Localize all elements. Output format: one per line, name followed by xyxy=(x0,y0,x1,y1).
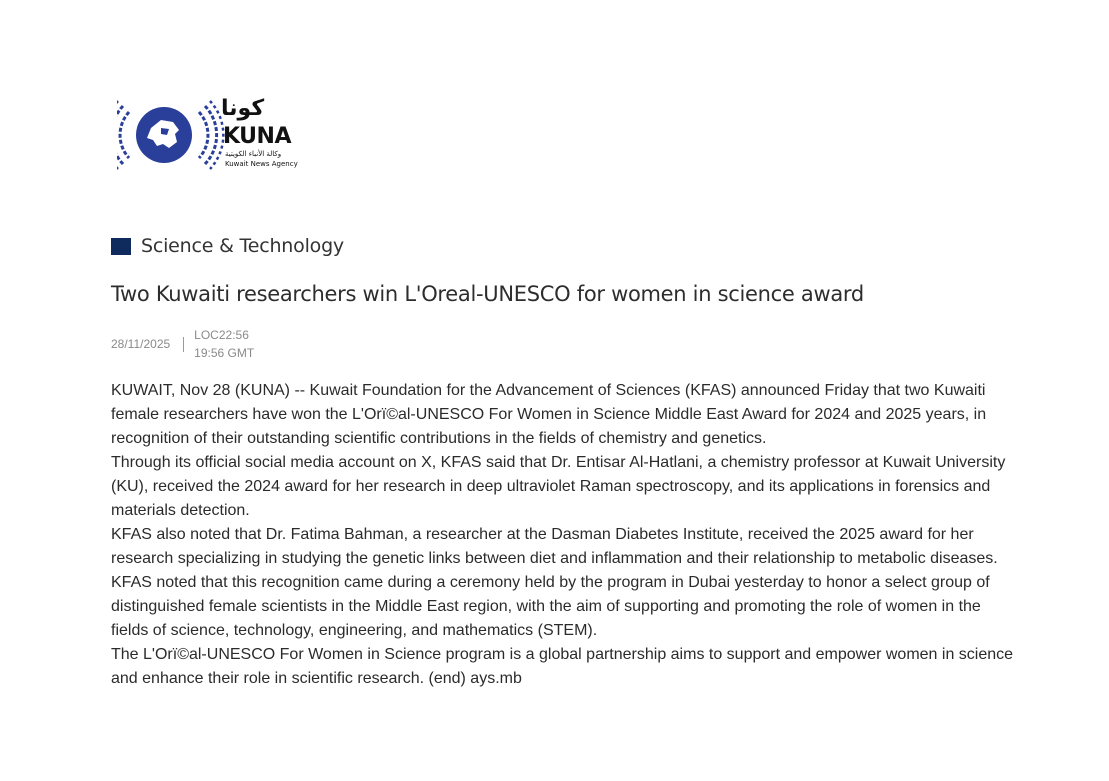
kuna-logo[interactable] xyxy=(117,98,307,172)
article-times xyxy=(194,326,254,362)
section-label[interactable]: Science & Technology xyxy=(141,235,344,257)
article-paragraph: KUWAIT, Nov 28 (KUNA) -- Kuwait Foundation for the Advancement of Sciences (KFAS) announced Friday that two Kuwaiti female researchers have won the L'Orï©al-UNESCO For Women in Science Middle East Award for 2024 and 2025 years, in recognition of their outstanding scientific contributions in the fields of chemistry and genetics. xyxy=(111,382,987,447)
article-date: 28/11/2025 xyxy=(111,337,171,351)
logo-english-subtitle: Kuwait News Agency xyxy=(225,160,298,168)
article-body xyxy=(111,379,1021,691)
article-paragraph: KFAS noted that this recognition came during a ceremony held by the program in Dubai yesterday to honor a select group of distinguished female scientists in the Middle East region, with the aim of supporting and promoting the role of women in the fields of science, technology, engineering, and mathematics (STEM). xyxy=(111,574,990,639)
article-headline: Two Kuwaiti researchers win L'Oreal-UNESCO for women in science award xyxy=(111,282,864,306)
article-paragraph: KFAS also noted that Dr. Fatima Bahman, a researcher at the Dasman Diabetes Institute, received the 2025 award for her research specializing in studying the genetic links between diet and inflammation and their relationship to metabolic diseases. xyxy=(111,526,998,567)
article-paragraph: Through its official social media account on X, KFAS said that Dr. Entisar Al-Hatlani, a chemistry professor at Kuwait University (KU), received the 2024 award for her research in deep ultraviolet Raman spectroscopy, and its applications in forensics and materials detection. xyxy=(111,454,1006,519)
article-gmt-time: 19:56 GMT xyxy=(194,346,255,360)
meta-divider xyxy=(183,337,184,352)
logo-name: KUNA xyxy=(223,124,291,149)
logo-arabic-subtitle: وكالة الأنباء الكويتية xyxy=(225,150,282,158)
article-paragraph: The L'Orï©al-UNESCO For Women in Science program is a global partnership aims to support and empower women in science and enhance their role in scientific research. (end) ays.mb xyxy=(111,646,1014,687)
article-local-time: LOC22:56 xyxy=(194,328,249,342)
logo-arabic-name: كونا xyxy=(221,96,265,121)
section-header xyxy=(111,235,344,257)
section-square-icon xyxy=(111,238,131,255)
article-meta xyxy=(111,326,254,362)
